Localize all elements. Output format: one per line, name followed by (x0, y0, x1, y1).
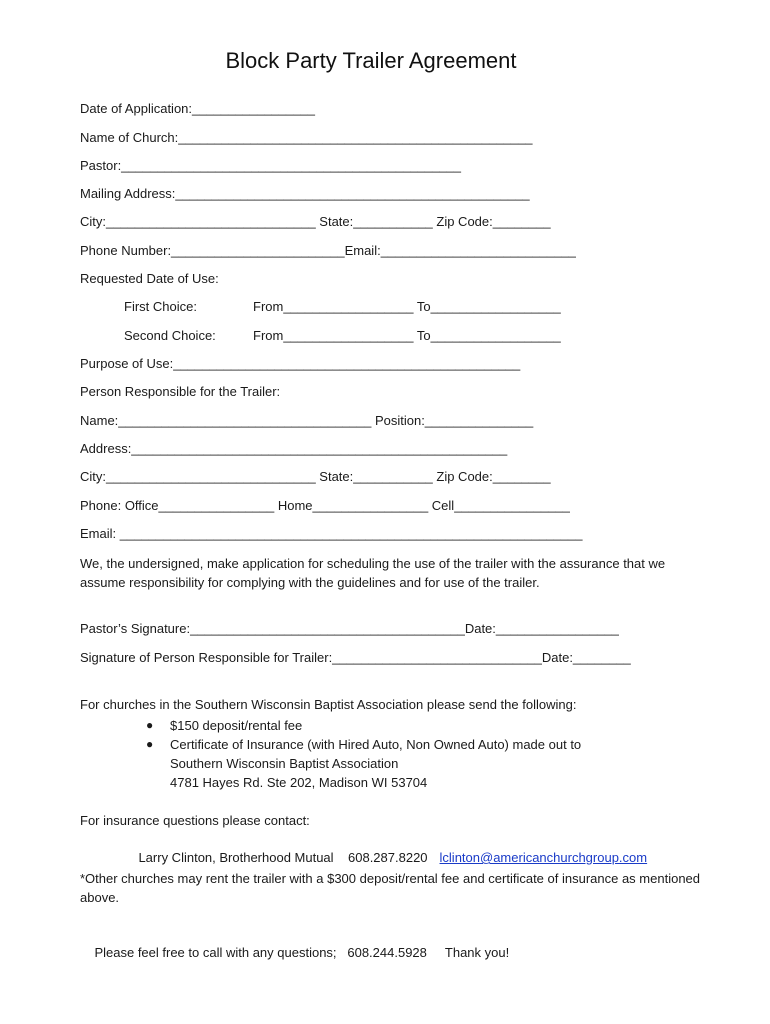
phone-numbers-field: Phone: Office________________ Home________________ Cell________________ (80, 498, 570, 513)
thank-you-text: Thank you! (444, 945, 510, 960)
first-choice-label: First Choice: (124, 299, 197, 314)
insurance-contact-name: Larry Clinton, Brotherhood Mutual 608.287.8220 (138, 850, 428, 865)
swba-requirements-list (146, 716, 666, 792)
purpose-field: Purpose of Use:________________________________________________ (80, 356, 521, 371)
list-item (146, 716, 666, 735)
insurance-email-link[interactable]: lclinton@americanchurchgroup.com (439, 850, 648, 865)
bullet-icon: ● (146, 737, 154, 751)
mailing-address-field: Mailing Address:_________________________________________________ (80, 186, 530, 201)
person-responsible-label: Person Responsible for the Trailer: (80, 384, 281, 399)
address-field: Address:____________________________________________________ (80, 441, 508, 456)
assurance-statement: We, the undersigned, make application for scheduling the use of the trailer with the assurance that we assume responsibility for complying with the guidelines and for use of the trailer. (80, 556, 666, 590)
list-item (146, 735, 666, 792)
other-churches-note: *Other churches may rent the trailer with a $300 deposit/rental fee and certificate of insurance as mentioned above. (80, 871, 701, 905)
pastor-field: Pastor:_______________________________________________ (80, 158, 461, 173)
phone-email-field: Phone Number:________________________Email:___________________________ (80, 243, 576, 258)
second-choice-range: From__________________ To__________________ (253, 328, 561, 343)
insurance-item-line2: Southern Wisconsin Baptist Association (170, 756, 399, 771)
second-choice-label: Second Choice: (124, 328, 216, 343)
date-of-application-field: Date of Application:_________________ (80, 101, 315, 116)
page-title: Block Party Trailer Agreement (225, 48, 517, 73)
name-position-field: Name:___________________________________ Position:_______________ (80, 413, 534, 428)
requested-date-label: Requested Date of Use: (80, 271, 219, 286)
insurance-item-line3: 4781 Hayes Rd. Ste 202, Madison WI 53704 (170, 775, 428, 790)
closing-row (80, 926, 509, 980)
church-name-field: Name of Church:_________________________________________________ (80, 130, 533, 145)
city-state-zip-field: City:_____________________________ State:___________ Zip Code:________ (80, 214, 551, 229)
bullet-icon: ● (146, 718, 154, 732)
email-field: Email: ________________________________________________________________ (80, 526, 583, 541)
city-state-zip-field-2: City:_____________________________ State:___________ Zip Code:________ (80, 469, 551, 484)
first-choice-range: From__________________ To__________________ (253, 299, 561, 314)
responsible-signature-field: Signature of Person Responsible for Trailer:_____________________________Date:________ (80, 650, 631, 665)
insurance-contact-intro: For insurance questions please contact: (80, 813, 310, 828)
closing-text: Please feel free to call with any questions; 608.244.5928 (94, 945, 427, 960)
deposit-item: $150 deposit/rental fee (170, 718, 303, 733)
pastor-signature-field: Pastor’s Signature:______________________________________Date:_________________ (80, 621, 619, 636)
swba-intro: For churches in the Southern Wisconsin Baptist Association please send the following: (80, 697, 577, 712)
insurance-item-line1: Certificate of Insurance (with Hired Auto, Non Owned Auto) made out to (170, 737, 582, 752)
